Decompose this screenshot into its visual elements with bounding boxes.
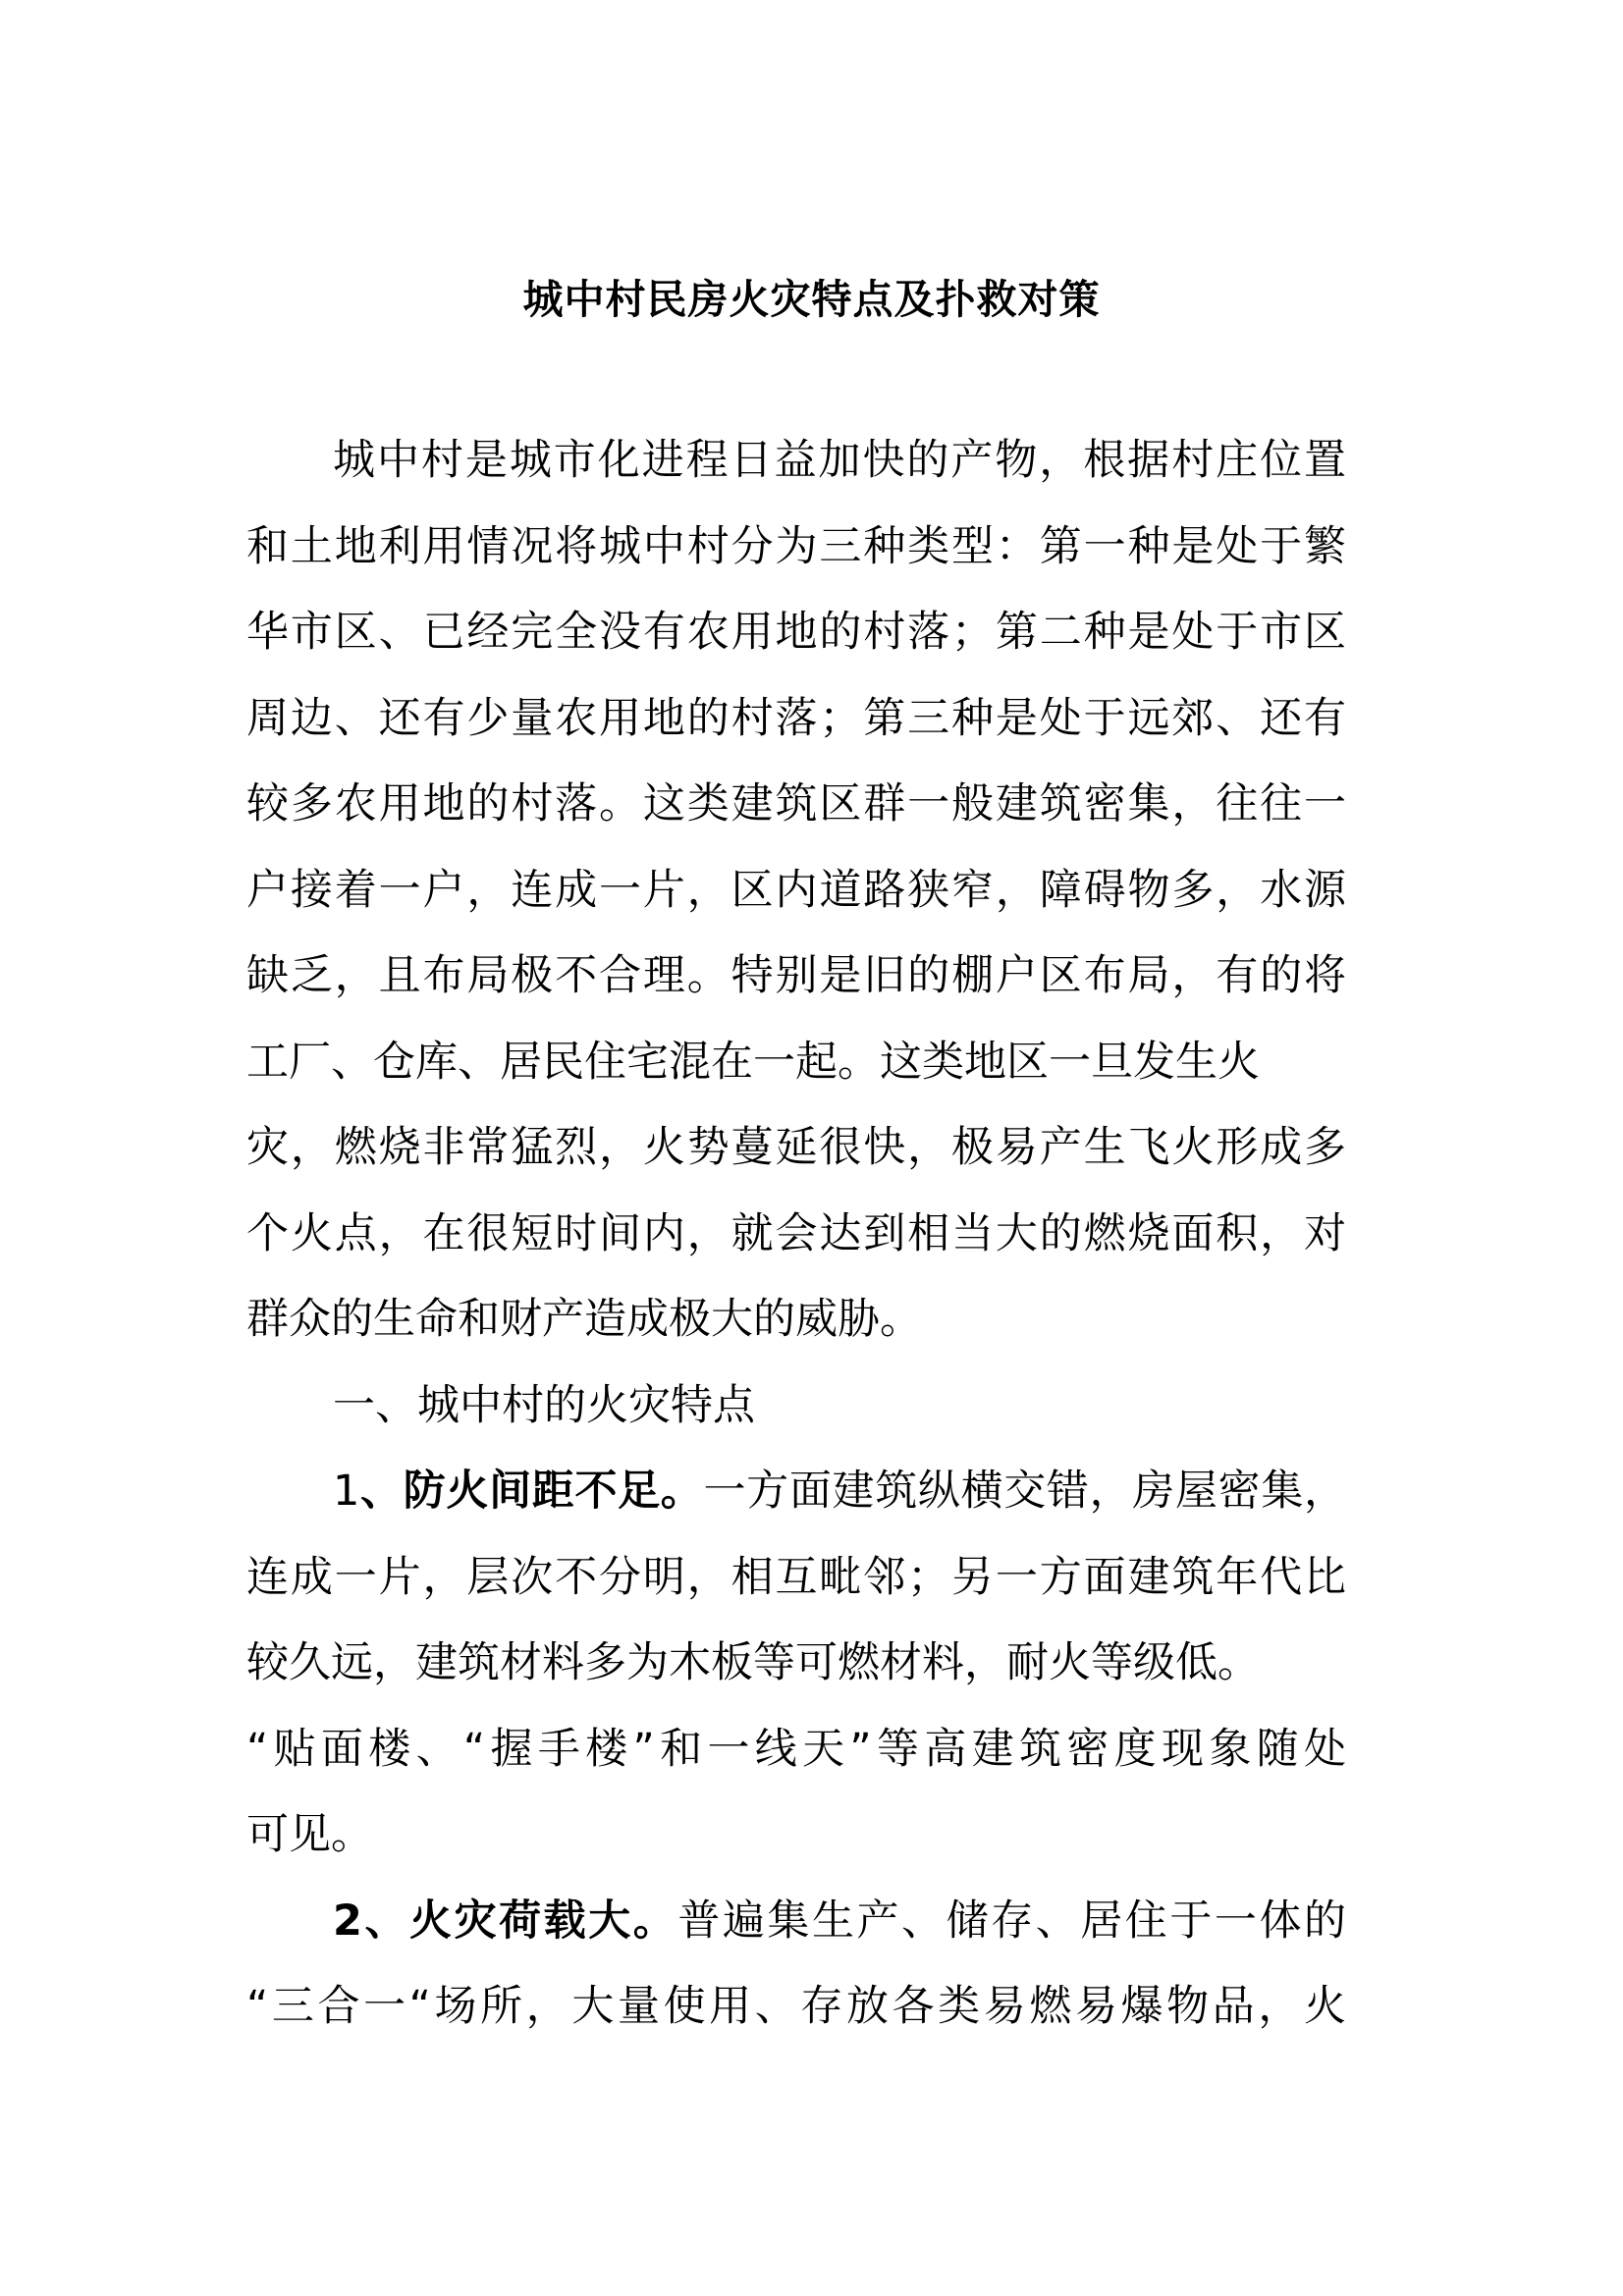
paragraph-line: 个火点，在很短时间内，就会达到相当大的燃烧面积，对 <box>246 1208 1346 1258</box>
paragraph-line: 城中村是城市化进程日益加快的产物，根据村庄位置 <box>333 436 1346 485</box>
paragraph-line: 较多农用地的村落。这类建筑区群一般建筑密集，往往一 <box>246 779 1346 828</box>
section-heading: 一、城中村的火灾特点 <box>333 1380 755 1430</box>
paragraph-line: 华市区、已经完全没有农用地的村落；第二种是处于市区 <box>246 608 1346 657</box>
paragraph-line: 较久远，建筑材料多为木板等可燃材料，耐火等级低。 <box>246 1638 1260 1687</box>
point-1-text: 一方面建筑纵横交错，房屋密集， <box>703 1467 1346 1516</box>
paragraph-line: 可见。 <box>246 1810 373 1859</box>
paragraph-line: 工厂、仓库、居民住宅混在一起。这类地区一旦发生火 <box>246 1037 1260 1087</box>
point-2-heading: 2、火灾荷载大。 <box>333 1896 678 1946</box>
paragraph-line: 连成一片，层次不分明，相互毗邻；另一方面建筑年代比 <box>246 1552 1346 1602</box>
paragraph-line: 群众的生命和财产造成极大的威胁。 <box>246 1295 922 1344</box>
point-1-heading: 、防火间距不足。 <box>359 1467 704 1516</box>
point-2-first-line <box>246 1879 1346 1965</box>
document-body <box>246 418 1346 2051</box>
document-title: 城中村民房火灾特点及扑救对策 <box>522 276 1101 323</box>
paragraph-line: 户接着一户，连成一片，区内道路狭窄，障碍物多，水源 <box>246 865 1346 915</box>
paragraph-line: “贴面楼、“握手楼”和一线天”等高建筑密度现象随处 <box>246 1724 1346 1774</box>
paragraph-line: 缺乏，且布局极不合理。特别是旧的棚户区布局，有的将 <box>246 951 1346 1000</box>
paragraph-line: 和土地利用情况将城中村分为三种类型：第一种是处于繁 <box>246 521 1346 571</box>
point-1-first-line <box>246 1449 1346 1535</box>
point-1-number: 1 <box>333 1467 360 1516</box>
point-2-text: 普遍集生产、储存、居住于一体的 <box>677 1896 1346 1946</box>
paragraph-line: 灾，燃烧非常猛烈，火势蔓延很快，极易产生飞火形成多 <box>246 1123 1346 1172</box>
paragraph-line: 周边、还有少量农用地的村落；第三种是处于远郊、还有 <box>246 693 1346 743</box>
paragraph-line: “三合一“场所，大量使用、存放各类易燃易爆物品，火 <box>246 1982 1346 2031</box>
